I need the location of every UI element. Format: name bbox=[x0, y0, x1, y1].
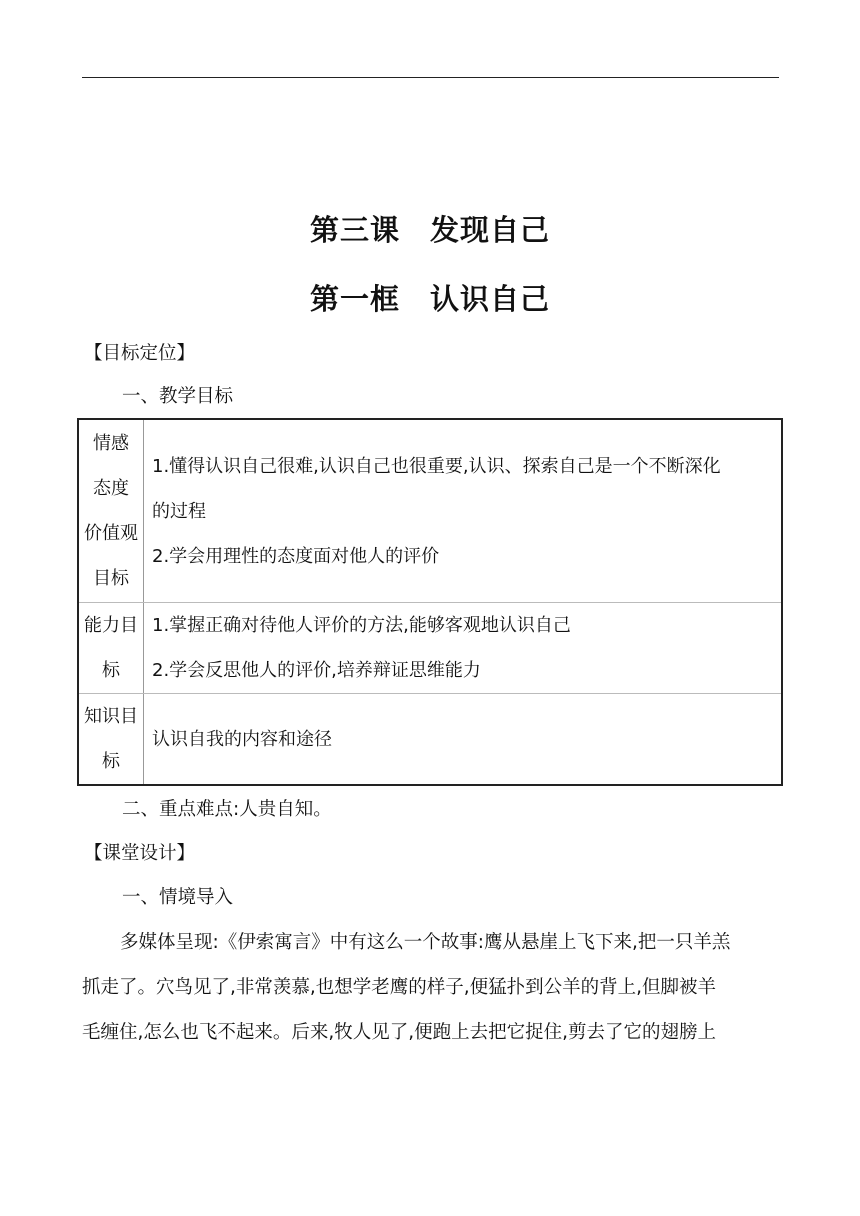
lesson-title: 第三课 发现自己 bbox=[309, 213, 550, 247]
intro-heading: 一、情境导入 bbox=[122, 887, 234, 908]
objectives-table bbox=[77, 418, 783, 786]
row-content: 认识自我的内容和途径 bbox=[144, 694, 783, 786]
row-label: 知识目 标 bbox=[78, 694, 144, 786]
row-label: 情感 态度 价值观 目标 bbox=[78, 419, 144, 603]
row-content: 1.懂得认识自己很难,认识自己也很重要,认识、探索自己是一个不断深化 的过程 2.学会用理性的态度面对他人的评价 bbox=[144, 419, 783, 603]
teaching-goals-heading: 一、教学目标 bbox=[122, 386, 234, 407]
row-label: 能力目 标 bbox=[78, 603, 144, 694]
table-row bbox=[78, 603, 782, 694]
section-title: 第一框 认识自己 bbox=[309, 282, 550, 316]
goal-heading: 【目标定位】 bbox=[84, 343, 196, 364]
row-content: 1.掌握正确对待他人评价的方法,能够客观地认识自己 2.学会反思他人的评价,培养辩证思维能力 bbox=[144, 603, 783, 694]
story-paragraph bbox=[82, 920, 782, 1055]
key-points: 二、重点难点:人贵自知。 bbox=[122, 799, 332, 820]
header-rule bbox=[82, 77, 779, 78]
story-line: 抓走了。穴鸟见了,非常羡慕,也想学老鹰的样子,便猛扑到公羊的背上,但脚被羊 bbox=[82, 977, 717, 998]
class-design-heading: 【课堂设计】 bbox=[84, 843, 196, 864]
table-row bbox=[78, 419, 782, 603]
story-line: 多媒体呈现:《伊索寓言》中有这么一个故事:鹰从悬崖上飞下来,把一只羊羔 bbox=[120, 932, 731, 953]
story-line: 毛缠住,怎么也飞不起来。后来,牧人见了,便跑上去把它捉住,剪去了它的翅膀上 bbox=[82, 1022, 717, 1043]
table-row bbox=[78, 694, 782, 786]
